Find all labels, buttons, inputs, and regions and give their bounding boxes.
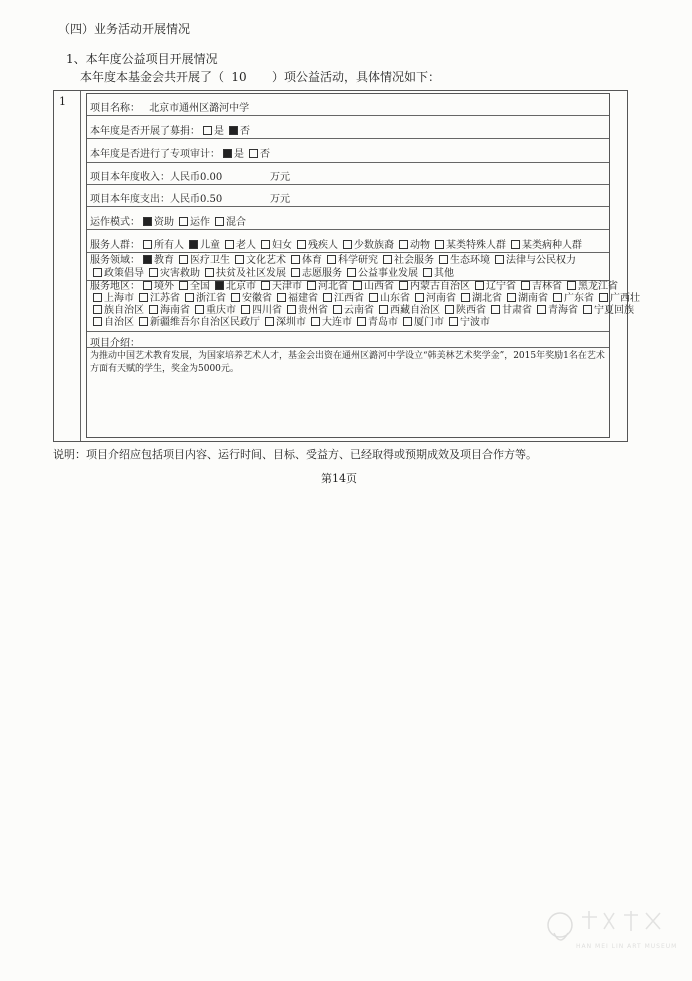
option-label: 宁波市: [460, 317, 490, 328]
option-label: 某类病种人群: [522, 240, 582, 251]
checkbox-icon[interactable]: [403, 317, 412, 326]
checkbox-icon[interactable]: [327, 255, 336, 264]
checkbox-icon[interactable]: [357, 317, 366, 326]
option-label: 厦门市: [414, 317, 444, 328]
option-label: 大连市: [322, 317, 352, 328]
service-population-options: [90, 236, 584, 251]
option-label: 江苏省: [150, 293, 180, 304]
checkbox-icon[interactable]: [369, 293, 378, 302]
service-field-row: [87, 253, 609, 281]
option-line: [90, 254, 578, 267]
checkbox-icon[interactable]: [297, 240, 306, 249]
question-label: 本年度是否进行了专项审计：: [90, 149, 220, 160]
option-label: 扶贫及社区发展: [216, 268, 286, 279]
checkbox-icon[interactable]: [179, 255, 188, 264]
checkbox-icon[interactable]: [277, 293, 286, 302]
table-column-divider: [80, 91, 81, 441]
option-label: 志愿服务: [302, 268, 342, 279]
checked-box-icon[interactable]: [143, 217, 152, 226]
option-label: 深圳市: [276, 317, 306, 328]
checkbox-icon[interactable]: [439, 255, 448, 264]
checkbox-icon[interactable]: [399, 240, 408, 249]
option-label: 河北省: [318, 281, 348, 292]
option-label: 广东省: [564, 293, 594, 304]
fundraising-options: [90, 122, 252, 137]
checkbox-icon[interactable]: [179, 281, 188, 290]
intro-text: 为推动中国艺术教育发展，为国家培养艺术人才，基金会出资在通州区潞河中学设立“韩美林艺术奖学金”，2015年奖励1名在艺术方面有天赋的学生，奖金为5000元。: [90, 351, 605, 374]
expense-amount: 0.50: [200, 194, 223, 205]
checkbox-icon[interactable]: [179, 217, 188, 226]
option-line: [90, 317, 642, 329]
checkbox-icon[interactable]: [347, 268, 356, 277]
checkbox-icon[interactable]: [553, 293, 562, 302]
checkbox-icon[interactable]: [225, 240, 234, 249]
checkbox-icon[interactable]: [215, 217, 224, 226]
checkbox-icon[interactable]: [149, 268, 158, 277]
option-label: 内蒙古自治区: [410, 281, 470, 292]
option-label: 甘肃省: [502, 305, 532, 316]
option-label: 青海省: [548, 305, 578, 316]
option-label: 儿童: [200, 240, 220, 251]
checkbox-icon[interactable]: [231, 293, 240, 302]
checkbox-icon[interactable]: [599, 293, 608, 302]
checked-box-icon[interactable]: [189, 240, 198, 249]
checkbox-icon[interactable]: [415, 293, 424, 302]
service-region-options: [90, 281, 642, 329]
option-label: 宁夏回族: [594, 305, 634, 316]
option-label: 残疾人: [308, 240, 338, 251]
option-label: 政策倡导: [104, 268, 144, 279]
checkbox-icon[interactable]: [93, 305, 102, 314]
checkbox-icon[interactable]: [343, 240, 352, 249]
option-label: 山东省: [380, 293, 410, 304]
checkbox-icon[interactable]: [495, 255, 504, 264]
summary-suffix: ）项公益活动，具体情况如下：: [272, 70, 441, 84]
activity-count: 10: [231, 70, 247, 84]
option-label: 云南省: [344, 305, 374, 316]
question-label: 服务地区：: [90, 281, 140, 292]
project-detail-table: [86, 93, 640, 438]
row-number: 1: [59, 95, 66, 108]
checkbox-icon[interactable]: [195, 305, 204, 314]
operation-mode-row: [87, 207, 609, 230]
option-label: 体育: [302, 255, 322, 266]
service-field-options: [90, 254, 578, 280]
project-name: 北京市通州区潞河中学: [149, 103, 250, 114]
fundraising-row: [87, 116, 609, 139]
checkbox-icon[interactable]: [567, 281, 576, 290]
option-label: 社会服务: [394, 255, 434, 266]
option-line: [90, 281, 642, 293]
checkbox-icon[interactable]: [537, 305, 546, 314]
option-label: 族自治区: [104, 305, 144, 316]
checkbox-icon[interactable]: [93, 293, 102, 302]
checkbox-icon[interactable]: [93, 268, 102, 277]
option-label: 广西壮: [610, 293, 640, 304]
checkbox-icon[interactable]: [449, 317, 458, 326]
service-population-row: [87, 230, 609, 253]
checkbox-icon[interactable]: [353, 281, 362, 290]
option-label: 自治区: [104, 317, 134, 328]
watermark-text: HAN MEI LIN ART MUSEUM: [576, 943, 678, 950]
activity-count-summary: [80, 68, 440, 85]
checkbox-icon[interactable]: [143, 281, 152, 290]
checkbox-icon[interactable]: [139, 317, 148, 326]
checkbox-icon[interactable]: [311, 317, 320, 326]
checkbox-icon[interactable]: [583, 305, 592, 314]
checkbox-icon[interactable]: [461, 293, 470, 302]
section-title: （四）业务活动开展情况: [58, 22, 191, 36]
museum-watermark: [542, 903, 682, 963]
option-label: 新疆维吾尔自治区民政厅: [150, 317, 260, 328]
note: 说明：项目介绍应包括项目内容、运行时间、目标、受益方、已经取得或预期成效及项目合作方等。: [53, 448, 537, 461]
question-label: 本年度是否开展了募捐：: [90, 126, 200, 137]
checkbox-icon[interactable]: [399, 281, 408, 290]
option-label: 境外: [154, 281, 174, 292]
checkbox-icon[interactable]: [261, 281, 270, 290]
intro-label-row: [87, 332, 609, 348]
checkbox-icon[interactable]: [435, 240, 444, 249]
option-label: 老人: [236, 240, 256, 251]
expense-label: 项目本年度支出：人民币: [90, 194, 200, 205]
audit-row: [87, 139, 609, 163]
checkbox-icon[interactable]: [445, 305, 454, 314]
option-label: 动物: [410, 240, 430, 251]
option-line: [90, 293, 642, 305]
income-amount: 0.00: [200, 172, 223, 183]
checkbox-icon[interactable]: [507, 293, 516, 302]
expense-unit: 万元: [270, 194, 290, 205]
option-label: 海南省: [160, 305, 190, 316]
checkbox-icon[interactable]: [265, 317, 274, 326]
project-name-row: [87, 94, 609, 116]
option-label: 辽宁省: [486, 281, 516, 292]
checked-box-icon[interactable]: [229, 126, 238, 135]
option-label: 北京市: [226, 281, 256, 292]
option-label: 上海市: [104, 293, 134, 304]
option-label: 混合: [226, 217, 246, 228]
option-label: 某类特殊人群: [446, 240, 506, 251]
option-label: 否: [260, 149, 270, 160]
checkbox-icon[interactable]: [149, 305, 158, 314]
option-label: 是: [234, 149, 244, 160]
option-label: 少数族裔: [354, 240, 394, 251]
checkbox-icon[interactable]: [333, 305, 342, 314]
option-label: 天津市: [272, 281, 302, 292]
income-label: 项目本年度收入：人民币: [90, 172, 200, 183]
question-label: 服务领域：: [90, 255, 140, 266]
option-label: 其他: [434, 268, 454, 279]
option-label: 贵州省: [298, 305, 328, 316]
option-label: 四川省: [252, 305, 282, 316]
option-label: 生态环境: [450, 255, 490, 266]
option-label: 公益事业发展: [358, 268, 418, 279]
option-label: 黑龙江省: [578, 281, 618, 292]
option-label: 重庆市: [206, 305, 236, 316]
subsection-title: 1、本年度公益项目开展情况: [66, 52, 218, 66]
option-label: 灾害救助: [160, 268, 200, 279]
option-label: 妇女: [272, 240, 292, 251]
option-label: 陕西省: [456, 305, 486, 316]
option-label: 教育: [154, 255, 174, 266]
project-name-label: 项目名称：: [90, 103, 140, 114]
option-label: 浙江省: [196, 293, 226, 304]
checkbox-icon[interactable]: [511, 240, 520, 249]
option-label: 文化艺术: [246, 255, 286, 266]
option-line: [90, 305, 642, 317]
option-label: 江西省: [334, 293, 364, 304]
checkbox-icon[interactable]: [491, 305, 500, 314]
checkbox-icon[interactable]: [93, 317, 102, 326]
option-label: 山西省: [364, 281, 394, 292]
service-region-row: [87, 281, 640, 332]
summary-prefix: 本年度本基金会共开展了（: [80, 70, 225, 84]
checkbox-icon[interactable]: [287, 305, 296, 314]
option-label: 科学研究: [338, 255, 378, 266]
checkbox-icon[interactable]: [139, 293, 148, 302]
checkbox-icon[interactable]: [205, 268, 214, 277]
audit-options: [90, 145, 272, 160]
operation-mode-options: [90, 213, 248, 228]
question-label: 运作模式：: [90, 217, 140, 228]
checkbox-icon[interactable]: [241, 305, 250, 314]
museum-logo-icon: [542, 903, 682, 963]
checkbox-icon[interactable]: [261, 240, 270, 249]
option-label: 法律与公民权力: [506, 255, 576, 266]
option-line: [90, 267, 578, 280]
option-label: 湖南省: [518, 293, 548, 304]
option-label: 否: [240, 126, 250, 137]
checkbox-icon[interactable]: [185, 293, 194, 302]
checked-box-icon[interactable]: [223, 149, 232, 158]
option-label: 西藏自治区: [390, 305, 440, 316]
income-unit: 万元: [270, 172, 290, 183]
checkbox-icon[interactable]: [423, 268, 432, 277]
page-number: 第14页: [321, 472, 357, 485]
checked-box-icon[interactable]: [143, 255, 152, 264]
checkbox-icon[interactable]: [307, 281, 316, 290]
intro-label: 项目介绍：: [90, 338, 140, 349]
option-label: 福建省: [288, 293, 318, 304]
checkbox-icon[interactable]: [249, 149, 258, 158]
checkbox-icon[interactable]: [291, 268, 300, 277]
option-label: 安徽省: [242, 293, 272, 304]
option-label: 河南省: [426, 293, 456, 304]
question-label: 服务人群：: [90, 240, 140, 251]
checkbox-icon[interactable]: [143, 240, 152, 249]
option-label: 所有人: [154, 240, 184, 251]
income-row: [87, 163, 609, 185]
checkbox-icon[interactable]: [383, 255, 392, 264]
checkbox-icon[interactable]: [521, 281, 530, 290]
option-label: 运作: [190, 217, 210, 228]
intro-row: [87, 348, 609, 438]
checkbox-icon[interactable]: [291, 255, 300, 264]
option-label: 青岛市: [368, 317, 398, 328]
expense-row: [87, 185, 609, 207]
checkbox-icon[interactable]: [203, 126, 212, 135]
option-label: 是: [214, 126, 224, 137]
option-label: 医疗卫生: [190, 255, 230, 266]
checkbox-icon[interactable]: [475, 281, 484, 290]
checkbox-icon[interactable]: [379, 305, 388, 314]
option-label: 湖北省: [472, 293, 502, 304]
option-label: 资助: [154, 217, 174, 228]
option-label: 全国: [190, 281, 210, 292]
checkbox-icon[interactable]: [235, 255, 244, 264]
option-label: 吉林省: [532, 281, 562, 292]
checked-box-icon[interactable]: [215, 281, 224, 290]
checkbox-icon[interactable]: [323, 293, 332, 302]
